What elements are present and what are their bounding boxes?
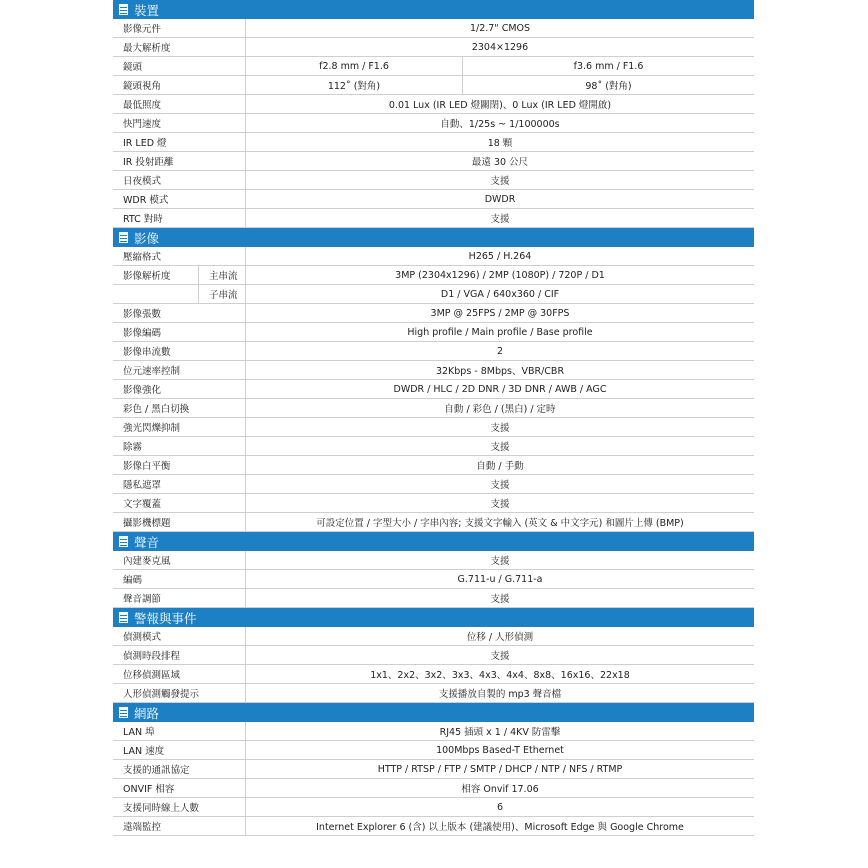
- spec-label: 影像張數: [113, 304, 246, 322]
- spec-row: [113, 475, 754, 494]
- section-title: 網路: [134, 705, 160, 721]
- spec-row: [113, 494, 754, 513]
- spec-label: 強光閃爍抑制: [113, 418, 246, 436]
- spec-label: WDR 模式: [113, 190, 246, 208]
- spec-row: [113, 817, 754, 836]
- spec-label: 最低照度: [113, 95, 246, 113]
- section-header: [113, 532, 754, 551]
- spec-label: LAN 埠: [113, 722, 246, 740]
- spec-value: 2: [496, 345, 504, 357]
- spec-row: [113, 570, 754, 589]
- section-title: 影像: [134, 230, 160, 246]
- spec-label: 影像元件: [113, 19, 246, 37]
- section-list-icon: [119, 4, 128, 15]
- spec-label: 位元速率控制: [113, 361, 246, 379]
- spec-label: 鏡頭: [113, 57, 246, 75]
- spec-value: 支援: [490, 214, 510, 225]
- spec-value: 支援: [490, 499, 510, 510]
- spec-value: D1 / VGA / 640x360 / CIF: [440, 288, 560, 300]
- spec-label: 偵測模式: [113, 627, 246, 645]
- spec-label: 影像白平衡: [113, 456, 246, 474]
- spec-value: 1/2.7" CMOS: [469, 22, 531, 34]
- spec-label: 人形偵測觸發提示: [113, 684, 246, 702]
- spec-label: RTC 對時: [113, 209, 246, 227]
- spec-row: [113, 456, 754, 475]
- spec-sublabel: 主串流: [199, 266, 246, 284]
- spec-row: [113, 247, 754, 266]
- spec-label: 攝影機標題: [113, 513, 246, 531]
- spec-value: 112˚ (對角): [246, 76, 463, 94]
- spec-label: 偵測時段排程: [113, 646, 246, 664]
- spec-label: IR LED 燈: [113, 133, 246, 151]
- spec-value: f3.6 mm / F1.6: [573, 60, 644, 72]
- spec-value: High profile / Main profile / Base profile: [407, 326, 593, 338]
- spec-value: 3MP (2304x1296) / 2MP (1080P) / 720P / D1: [395, 269, 605, 281]
- spec-row: [113, 95, 754, 114]
- spec-row: [113, 76, 754, 95]
- section-list-icon: [119, 707, 128, 718]
- section-header: [113, 228, 754, 247]
- spec-label: 鏡頭視角: [113, 76, 246, 94]
- spec-value: DWDR / HLC / 2D DNR / 3D DNR / AWB / AGC: [393, 383, 607, 395]
- section-header: [113, 703, 754, 722]
- spec-row: [113, 38, 754, 57]
- section-header: [113, 0, 754, 19]
- spec-label: 支援的通訊協定: [113, 760, 246, 778]
- spec-row: [113, 152, 754, 171]
- spec-row: [113, 551, 754, 570]
- spec-label: 影像串流數: [113, 342, 246, 360]
- spec-label: 彩色 / 黑白切換: [113, 399, 246, 417]
- spec-label: 編碼: [113, 570, 246, 588]
- spec-value: 自動 / 手動: [476, 461, 524, 472]
- spec-row: [113, 513, 754, 532]
- spec-label: 內建麥克風: [113, 551, 246, 569]
- spec-value: Internet Explorer 6 (含) 以上版本 (建議使用)、Microsoft Edge 與 Google Chrome: [316, 822, 684, 833]
- spec-row: [113, 114, 754, 133]
- spec-value: 支援: [490, 176, 510, 187]
- spec-row: [113, 342, 754, 361]
- spec-row: [113, 380, 754, 399]
- spec-row: [113, 665, 754, 684]
- spec-sublabel: 子串流: [199, 285, 246, 303]
- spec-row: [113, 684, 754, 703]
- spec-value: HTTP / RTSP / FTP / SMTP / DHCP / NTP / NFS / RTMP: [377, 763, 623, 775]
- spec-value: 18 顆: [487, 138, 513, 149]
- spec-label: 最大解析度: [113, 38, 246, 56]
- spec-row: [113, 285, 754, 304]
- spec-value: 0.01 Lux (IR LED 燈關閉)、0 Lux (IR LED 燈開啟): [388, 100, 612, 111]
- spec-value: 支援: [490, 480, 510, 491]
- spec-label: [113, 285, 199, 303]
- spec-value: 支援: [490, 442, 510, 453]
- spec-row: [113, 418, 754, 437]
- spec-value: H265 / H.264: [468, 250, 532, 262]
- spec-label: 除霧: [113, 437, 246, 455]
- spec-value: 支援播放自製的 mp3 聲音檔: [438, 689, 562, 700]
- spec-label: 影像強化: [113, 380, 246, 398]
- spec-label: 隱私遮罩: [113, 475, 246, 493]
- spec-row: [113, 57, 754, 76]
- spec-row: [113, 190, 754, 209]
- spec-value: G.711-u / G.711-a: [457, 573, 543, 585]
- spec-value: RJ45 插頭 x 1 / 4KV 防雷擊: [439, 727, 561, 738]
- section-title: 警報與事件: [134, 610, 197, 626]
- spec-row: [113, 399, 754, 418]
- spec-value: 6: [496, 801, 504, 813]
- spec-value: 支援: [490, 556, 510, 567]
- spec-row: [113, 798, 754, 817]
- spec-value: 3MP @ 25FPS / 2MP @ 30FPS: [430, 307, 570, 319]
- spec-row: [113, 722, 754, 741]
- spec-label: 影像解析度: [113, 266, 199, 284]
- spec-label: 影像編碼: [113, 323, 246, 341]
- spec-label: 日夜模式: [113, 171, 246, 189]
- spec-value: 支援: [490, 423, 510, 434]
- spec-value: 100Mbps Based-T Ethernet: [436, 744, 564, 756]
- spec-value: 自動 / 彩色 / (黑白) / 定時: [444, 404, 556, 415]
- spec-value: 支援: [490, 594, 510, 605]
- section-list-icon: [119, 232, 128, 243]
- spec-row: [113, 361, 754, 380]
- spec-value: 可設定位置 / 字型大小 / 字串內容; 支援文字輸入 (英文 & 中文字元) 和圖片上傳 (BMP): [316, 518, 684, 529]
- spec-row: [113, 266, 754, 285]
- spec-row: [113, 323, 754, 342]
- spec-value: 最遠 30 公尺: [471, 157, 529, 168]
- spec-value: f2.8 mm / F1.6: [246, 57, 463, 75]
- spec-value: 相容 Onvif 17.06: [461, 784, 539, 795]
- section-list-icon: [119, 612, 128, 623]
- spec-label: 聲音調節: [113, 589, 246, 607]
- spec-label: 壓縮格式: [113, 247, 246, 265]
- section-title: 裝置: [134, 2, 160, 18]
- spec-sheet: [113, 0, 754, 836]
- spec-label: 文字覆蓋: [113, 494, 246, 512]
- spec-label: LAN 速度: [113, 741, 246, 759]
- spec-row: [113, 437, 754, 456]
- spec-row: [113, 646, 754, 665]
- spec-value: 位移 / 人形偵測: [466, 632, 534, 643]
- spec-label: 位移偵測區域: [113, 665, 246, 683]
- spec-value: 32Kbps - 8Mbps、VBR/CBR: [435, 366, 565, 377]
- spec-row: [113, 133, 754, 152]
- spec-label: 支援同時線上人數: [113, 798, 246, 816]
- spec-value: DWDR: [484, 193, 516, 205]
- section-list-icon: [119, 536, 128, 547]
- spec-row: [113, 760, 754, 779]
- spec-row: [113, 589, 754, 608]
- spec-row: [113, 171, 754, 190]
- spec-value: 2304×1296: [471, 41, 529, 53]
- spec-label: 遠端監控: [113, 817, 246, 835]
- spec-label: ONVIF 相容: [113, 779, 246, 797]
- spec-row: [113, 304, 754, 323]
- spec-value: 支援: [490, 651, 510, 662]
- spec-value: 98˚ (對角): [585, 81, 632, 92]
- spec-row: [113, 741, 754, 760]
- spec-row: [113, 779, 754, 798]
- spec-row: [113, 19, 754, 38]
- section-header: [113, 608, 754, 627]
- section-title: 聲音: [134, 534, 160, 550]
- spec-value: 自動、1/25s ~ 1/100000s: [440, 119, 560, 130]
- spec-row: [113, 209, 754, 228]
- spec-row: [113, 627, 754, 646]
- spec-value: 1x1、2x2、3x2、3x3、4x3、4x4、8x8、16x16、22x18: [370, 670, 630, 681]
- spec-label: 快門速度: [113, 114, 246, 132]
- spec-label: IR 投射距離: [113, 152, 246, 170]
